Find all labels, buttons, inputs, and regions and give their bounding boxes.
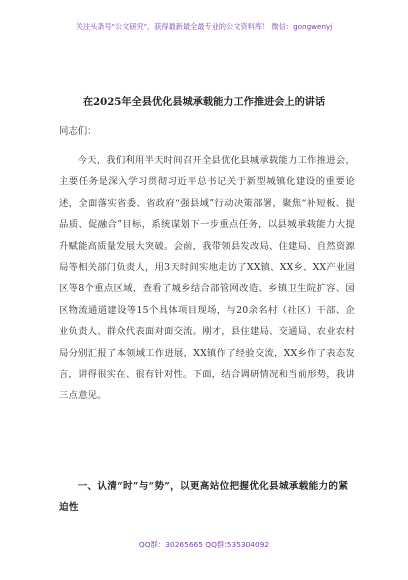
body-paragraph: 今天，我们利用半天时间召开全县优化县城承载能力工作推进会，主要任务是深入学习贯彻习近平总书记关于新型城镇化建设的重要论述，全面落实省委、省政府“强县域”行动决策部署，聚焦“补短板、提品质、促融合”目标，系统谋划下一步重点任务，以县城承载能力大提升赋能高质量发展大突破。会前，我带领县发改局、住建局、自然资源局等相关部门负责人，用3天时间实地走访了XX镇、XX乡、XX产业园区等8个重点区域，查看了城乡结合部管网改造、乡镇卫生院扩容、园区物流通道建设等15个具体项目现场，与20余名村（社区）干部、企业负责人、群众代表面对面交流。刚才，县住建局、交通局、农业农村局分别汇报了本领域工作进展，XX镇作了经验交流，XX乡作了表态发言，讲得很实在、很有针对性。下面，结合调研情况和当前形势，我讲三点意见。 (59, 155, 355, 402)
footer-qq-groups: QQ群：30265665 QQ群:535304092 (138, 540, 270, 549)
header-promo-note: 关注头条号"公文研究"，获得最新最全最专业的公文资料库！ 微信：gongwenyj (75, 22, 333, 31)
document-title: 在2025年全县优化县城承载能力工作推进会上的讲话 (82, 96, 326, 108)
salutation: 同志们： (59, 126, 97, 137)
section-heading: 一、认清“时”与“势”，以更高站位把握优化县城承载能力的紧迫性 (59, 481, 349, 514)
